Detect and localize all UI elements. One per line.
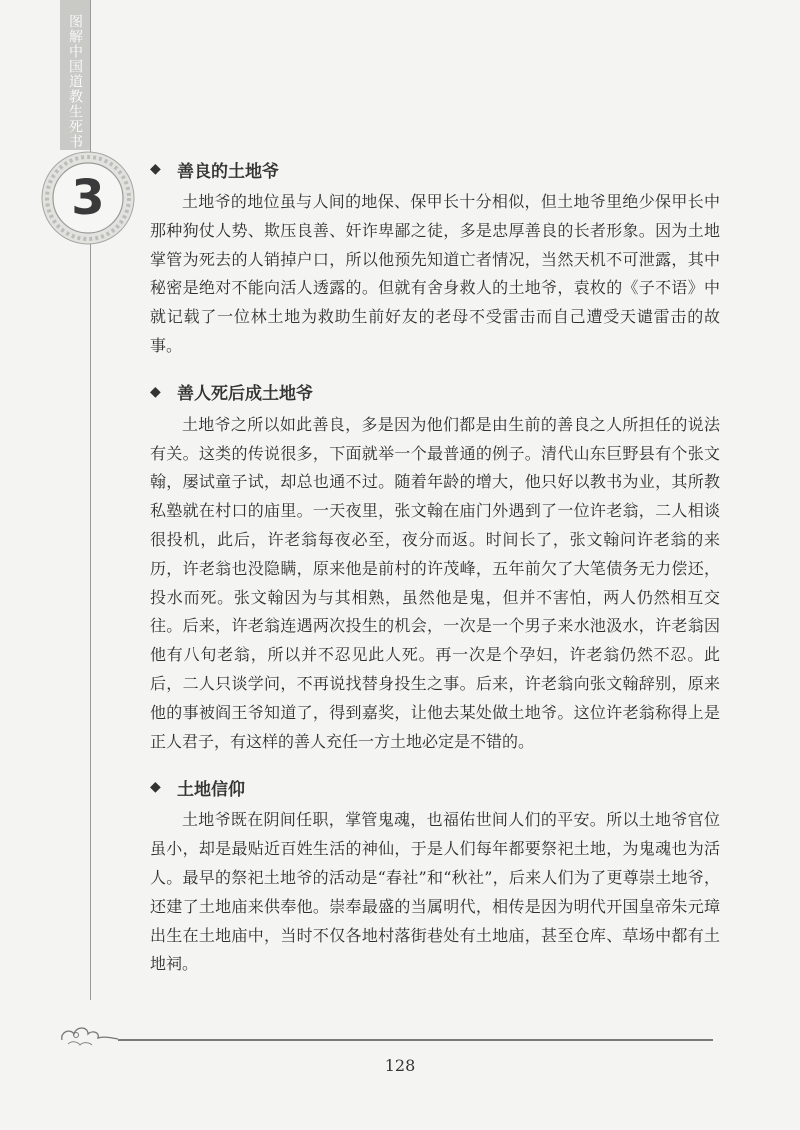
section-earth-god-belief [150,774,720,979]
footer-rule [118,1039,713,1041]
section-heading-text: 善良的土地爷 [177,161,279,182]
paragraph: 土地爷之所以如此善良，多是因为他们都是由生前的善良之人所担任的说法有关。这类的传说很多，下面就举一个最普通的例子。清代山东巨野县有个张文翰，屡试童子试，却总也通不过。随着年龄的增大，他只好以教书为业，其所教私塾就在村口的庙里。一天夜里，张文翰在庙门外遇到了一位许老翁，二人相谈很投机，此后，许老翁每夜必至，夜分而返。时间长了，张文翰问许老翁的来历，许老翁也没隐瞒，原来他是前村的许茂峰，五年前欠了大笔债务无力偿还，投水而死。张文翰因为与其相熟，虽然他是鬼，但并不害怕，两人仍然相互交往。后来，许老翁连遇两次投生的机会，一次是一个男子来水池汲水，许老翁因他有八旬老翁，所以并不忍见此人死。再一次是个孕妇，许老翁仍然不忍。此后，二人只谈学问，不再说找替身投生之事。后来，许老翁向张文翰辞别，原来他的事被阎王爷知道了，得到嘉奖，让他去某处做土地爷。这位许老翁称得上是正人君子，有这样的善人充任一方土地必定是不错的。 [150,414,720,751]
cloud-ornament-icon [58,1020,122,1050]
section-heading-text: 土地信仰 [177,779,245,800]
paragraph: 土地爷既在阴间任职，掌管鬼魂，也福佑世间人们的平安。所以土地爷官位虽小，却是最贴近百姓生活的神仙，于是人们每年都要祭祀土地，为鬼魂也为活人。最早的祭祀土地爷的活动是“春社”和“秋社”，后来人们为了更尊崇土地爷，还建了土地庙来供奉他。崇奉最盛的当属明代，相传是因为明代开国皇帝朱元璋出生在土地庙中，当时不仅各地村落街巷处有土地庙，甚至仓库、草场中都有土地祠。 [150,810,720,974]
diamond-bullet-icon: ◆ [150,383,161,400]
section-kind-earth-god [150,156,720,361]
section-heading [150,379,720,405]
section-heading [150,156,720,182]
page-number: 128 [384,1056,416,1075]
book-title-vertical: 图解中国道教生死书 [67,14,83,149]
diamond-bullet-icon: ◆ [150,779,161,796]
main-text [150,156,720,997]
paragraph: 土地爷的地位虽与人间的地保、保甲长十分相似，但土地爷里绝少保甲长中那种狗仗人势、欺压良善、奸诈卑鄙之徒，多是忠厚善良的长者形象。因为土地掌管为死去的人销掉户口，所以他预先知道亡者情况，当然天机不可泄露，其中秘密是绝对不能向活人透露的。但就有舍身救人的土地爷，袁枚的《子不语》中就记载了一位林土地为救助生前好友的老母不受雷击而自己遭受天谴雷击的故事。 [150,192,720,355]
section-good-people-become-earth-god [150,379,720,757]
chapter-number: 3 [71,170,105,226]
section-heading-text: 善人死后成土地爷 [177,384,313,405]
diamond-bullet-icon: ◆ [150,161,161,177]
section-heading [150,774,720,800]
